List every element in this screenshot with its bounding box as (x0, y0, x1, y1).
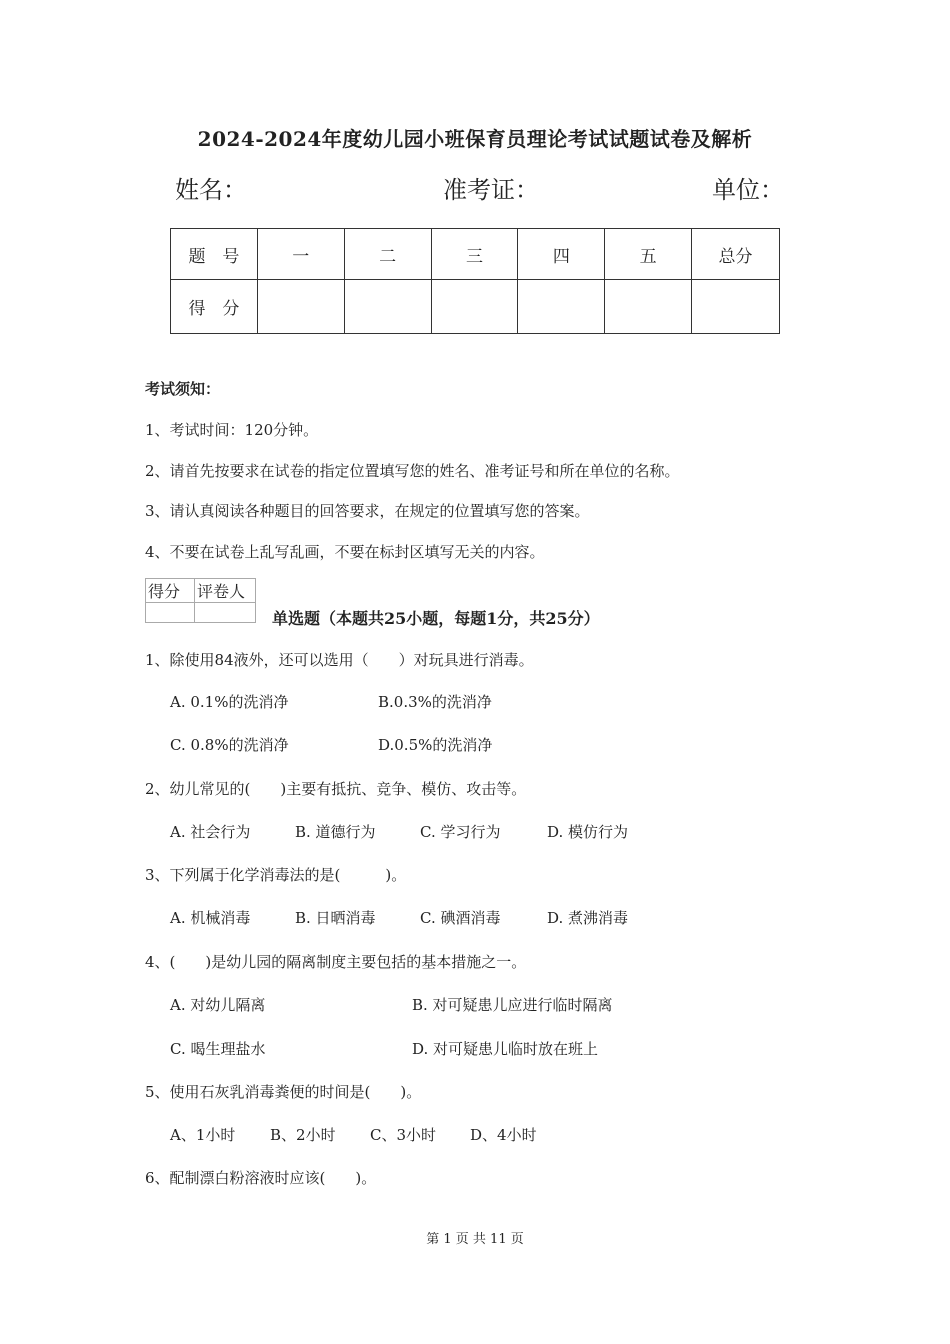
section-5-header: 五 (605, 229, 692, 280)
option-d: D.0.5%的洗消净 (378, 736, 493, 754)
score-cell (518, 280, 605, 334)
option-c: C. 学习行为 (420, 823, 501, 841)
section-title: 单选题（本题共25小题，每题1分，共25分） (272, 609, 600, 628)
option-d: D. 对可疑患儿临时放在班上 (412, 1040, 599, 1058)
document-title: 2024-2024年度幼儿园小班保育员理论考试试题试卷及解析 (197, 127, 753, 151)
option-b: B. 道德行为 (295, 823, 376, 841)
notice-item: 1、考试时间：120分钟。 (145, 421, 319, 439)
question-stem: 1、除使用84液外，还可以选用（ ）对玩具进行消毒。 (145, 651, 534, 669)
option-c: C. 碘酒消毒 (420, 909, 501, 927)
exam-number-field-label: 准考证： (443, 176, 539, 204)
option-b: B. 日晒消毒 (295, 909, 376, 927)
score-table (170, 228, 780, 334)
option-c: C. 喝生理盐水 (170, 1040, 266, 1058)
score-cell (431, 280, 518, 334)
question-stem: 3、下列属于化学消毒法的是( )。 (145, 866, 407, 884)
name-field-label: 姓名： (175, 176, 247, 204)
option-a: A. 0.1%的洗消净 (170, 693, 289, 711)
section-1-header: 一 (257, 229, 344, 280)
section-4-header: 四 (518, 229, 605, 280)
option-d: D. 模仿行为 (547, 823, 629, 841)
question-number-header: 题 号 (171, 229, 258, 280)
notice-item: 4、不要在试卷上乱写乱画，不要在标封区填写无关的内容。 (145, 543, 545, 561)
question-stem: 6、配制漂白粉溶液时应该( )。 (145, 1169, 377, 1187)
notice-heading: 考试须知： (145, 380, 221, 398)
score-cell (605, 280, 692, 334)
grader-score-label: 得分 (146, 579, 195, 603)
option-c: C、3小时 (370, 1126, 437, 1144)
option-a: A、1小时 (170, 1126, 236, 1144)
notice-item: 3、请认真阅读各种题目的回答要求，在规定的位置填写您的答案。 (145, 502, 590, 520)
option-d: D. 煮沸消毒 (547, 909, 629, 927)
notice-item: 2、请首先按要求在试卷的指定位置填写您的姓名、准考证号和所在单位的名称。 (145, 462, 680, 480)
question-stem: 5、使用石灰乳消毒粪便的时间是( )。 (145, 1083, 422, 1101)
unit-field-label: 单位： (712, 176, 784, 204)
score-cell (344, 280, 431, 334)
option-d: D、4小时 (470, 1126, 537, 1144)
option-b: B. 对可疑患儿应进行临时隔离 (412, 996, 613, 1014)
score-table-header-row (171, 229, 780, 280)
grader-box (145, 578, 256, 623)
score-cell (692, 280, 780, 334)
total-score-header: 总分 (692, 229, 780, 280)
section-3-header: 三 (431, 229, 518, 280)
question-stem: 2、幼儿常见的( )主要有抵抗、竞争、模仿、攻击等。 (145, 780, 527, 798)
option-c: C. 0.8%的洗消净 (170, 736, 289, 754)
option-a: A. 社会行为 (170, 823, 251, 841)
grader-reviewer-label: 评卷人 (195, 579, 256, 603)
grader-score-cell (146, 603, 195, 623)
option-b: B、2小时 (270, 1126, 336, 1144)
page-footer: 第 1 页 共 11 页 (426, 1232, 524, 1247)
option-b: B.0.3%的洗消净 (378, 693, 492, 711)
question-stem: 4、( )是幼儿园的隔离制度主要包括的基本措施之一。 (145, 953, 527, 971)
section-2-header: 二 (344, 229, 431, 280)
option-a: A. 机械消毒 (170, 909, 251, 927)
score-cell (257, 280, 344, 334)
score-row-label: 得 分 (171, 280, 258, 334)
grader-reviewer-cell (195, 603, 256, 623)
score-table-score-row (171, 280, 780, 334)
option-a: A. 对幼儿隔离 (170, 996, 266, 1014)
